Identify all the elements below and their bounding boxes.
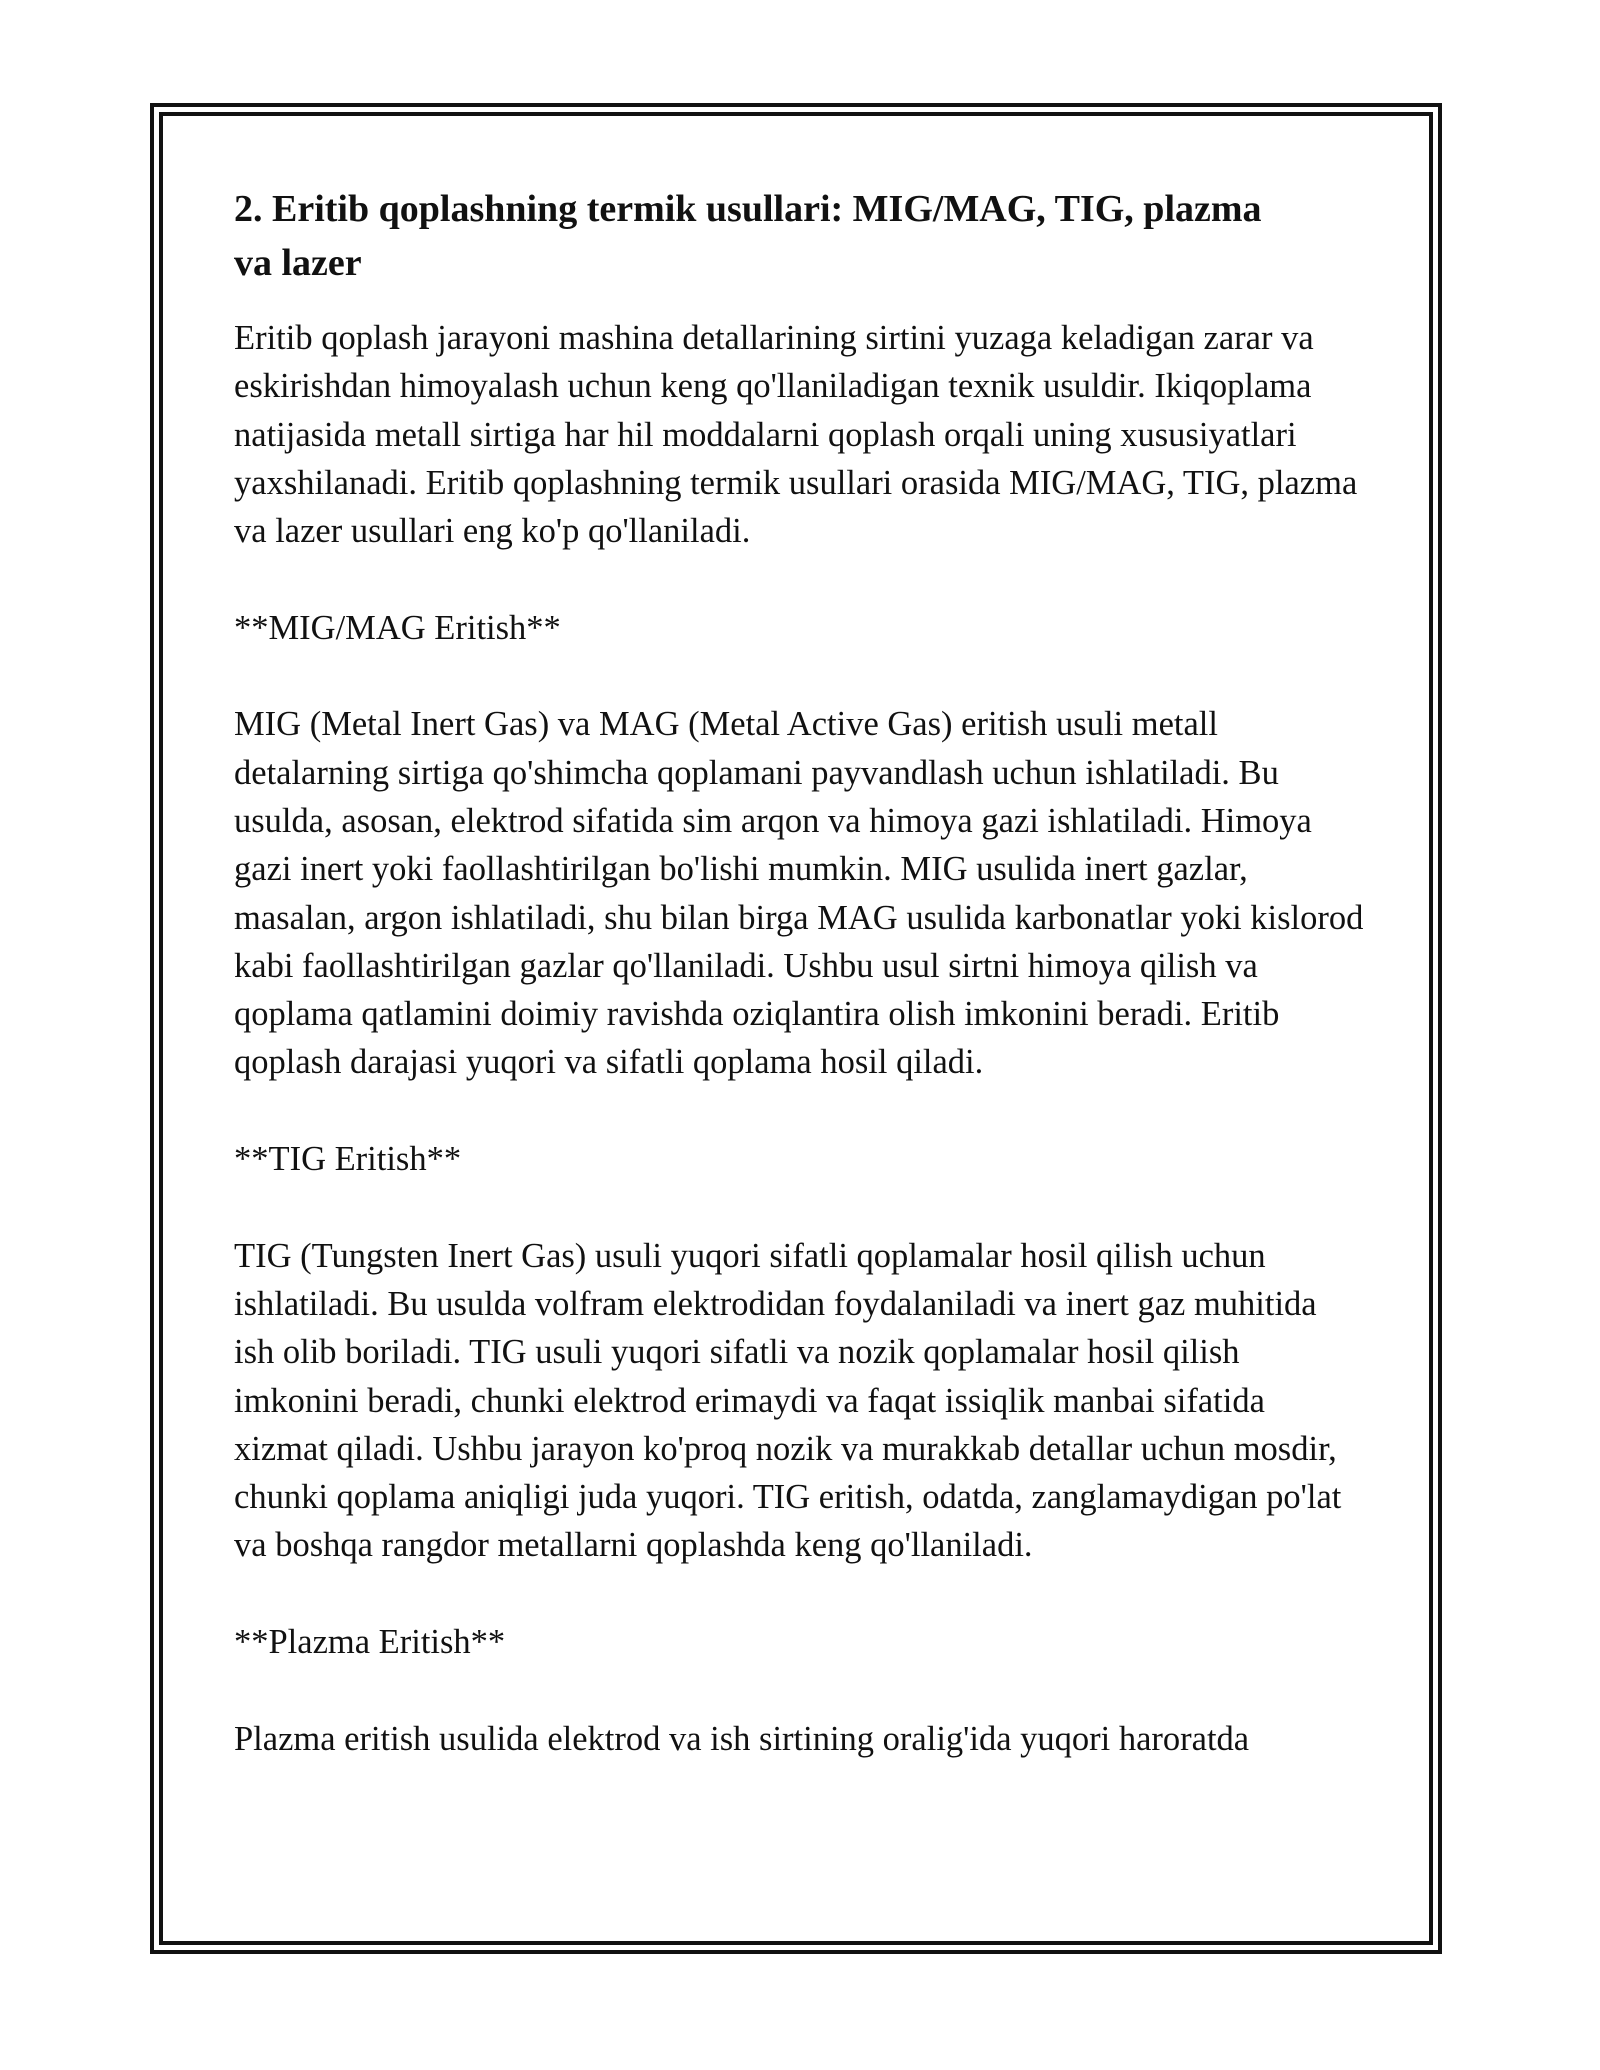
tig-paragraph: TIG (Tungsten Inert Gas) usuli yuqori sifatli qoplamalar hosil qilish uchun ishlatiladi. Bu usulda volfram elektrodidan foydalaniladi va inert gaz muhitida ish olib boriladi. TIG usuli yuqori sifatli va nozik qoplamalar hosil qilish imkonini beradi, chunki elektrod erimaydi va faqat issiqlik manbai sifatida xizmat qiladi. Ushbu jarayon ko'proq nozik va murakkab detallar uchun mosdir, chunki qoplama aniqligi juda yuqori. TIG eritish, odatda, zanglamaydigan po'lat va boshqa rangdor metallarni qoplashda keng qo'llaniladi. [234,1236,1342,1565]
plazma-paragraph: Plazma eritish usulida elektrod va ish sirtining oralig'ida yuqori haroratda [234,1719,1250,1758]
section-heading: 2. Eritib qoplashning termik usullari: MIG/MAG, TIG, plazma va lazer [234,188,1262,284]
plazma-subheading: **Plazma Eritish** [234,1623,506,1662]
mig-mag-paragraph: MIG (Metal Inert Gas) va MAG (Metal Active Gas) eritish usuli metall detalarning sirtiga qo'shimcha qoplamani payvandlash uchun ishlatiladi. Bu usulda, asosan, elektrod sifatida sim arqon va himoya gazi ishlatiladi. Himoya gazi inert yoki faollashtirilgan bo'lishi mumkin. MIG usulida inert gazlar, masalan, argon ishlatiladi, shu bilan birga MAG usulida karbonatlar yoki kislorod kabi faollashtirilgan gazlar qo'llaniladi. Ushbu usul sirtni himoya qilish va qoplama qatlamini doimiy ravishda oziqlantira olish imkonini beradi. Eritib qoplash darajasi yuqori va sifatli qoplama hosil qiladi. [234,705,1364,1082]
document-body [234,182,1364,1811]
intro-paragraph: Eritib qoplash jarayoni mashina detallarining sirtini yuzaga keladigan zarar va eskirishdan himoyalash uchun keng qo'llaniladigan texnik usuldir. Ikiqoplama natijasida metall sirtiga har hil moddalarni qoplash orqali uning xususiyatlari yaxshilanadi. Eritib qoplashning termik usullari orasida MIG/MAG, TIG, plazma va lazer usullari eng ko'p qo'llaniladi. [234,319,1358,551]
tig-subheading: **TIG Eritish** [234,1140,462,1179]
mig-mag-subheading: **MIG/MAG Eritish** [234,608,561,647]
